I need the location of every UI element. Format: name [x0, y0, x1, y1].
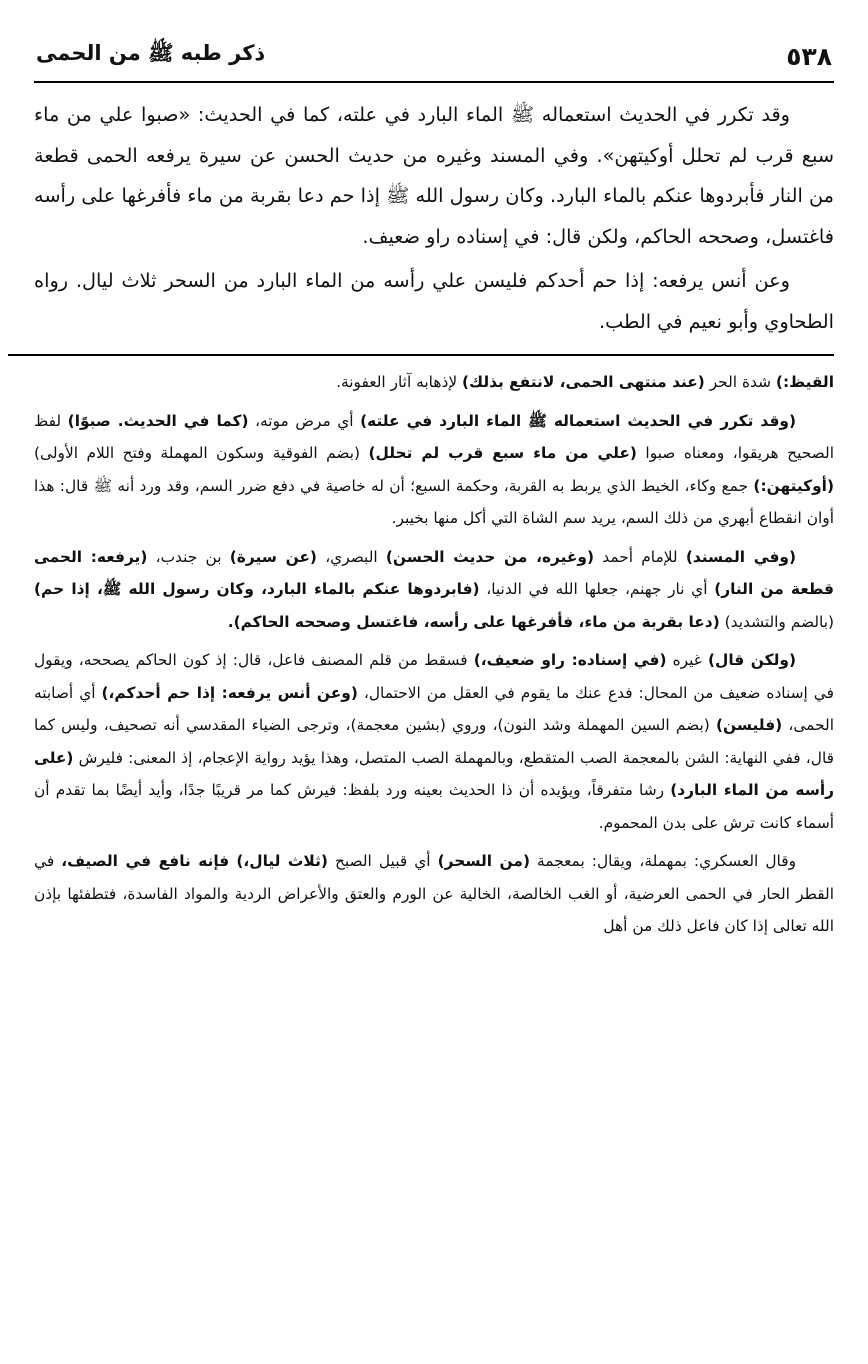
quoted-lemma: (فليسن) — [715, 716, 783, 734]
commentary-text: (بالضم والتشديد) — [719, 612, 834, 631]
quoted-lemma: (وعن أنس يرفعه: إذا حم أحدكم،) — [101, 683, 358, 702]
quoted-lemma: (دعا بقربة من ماء، فأفرغها على رأسه، فاغتسل وصححه الحاكم). — [227, 612, 720, 631]
commentary-paragraph — [34, 405, 834, 535]
quoted-lemma: (وغيره، من حديث الحسن) — [385, 547, 595, 566]
commentary-text: بن جندب، — [147, 547, 230, 566]
section-divider — [8, 354, 834, 356]
commentary-text: للإمام أحمد — [594, 547, 686, 566]
page-number: ٥٣٨ — [786, 42, 832, 71]
quoted-lemma: (ولكن قال) — [707, 651, 796, 669]
quoted-lemma: (كما في الحديث. صبوًا) — [67, 411, 249, 430]
commentary-text: أي مرض موته، — [248, 411, 361, 430]
commentary-text: في القطر الحار في الحمى العرضية، أو الغب الخالصة، الخالية عن الورم والعتق والأعراض الردية والمواد الفاسدة، فتطفئها بإذن الله تعالى إذا كان فاعل ذلك من أهل — [34, 852, 834, 935]
main-paragraph: وقد تكرر في الحديث استعماله ﷺ الماء البارد في علته، كما في الحديث: «صبوا علي من ماء سبع قرب لم تحلل أوكيتهن». وفي المسند وغيره من حديث الحسن عن سيرة يرفعه الحمى قطعة من النار فأبردوها عنكم بالماء البارد. وكان رسول الله ﷺ إذا حم دعا بقربة من ماء فأفرغها على رأسه فاغتسل، وصححه الحاكم، ولكن قال: في إسناده راو ضعيف. — [34, 103, 834, 248]
quoted-lemma: (من السحر) — [437, 852, 530, 870]
quoted-lemma: (أوكيتهن:) — [753, 476, 834, 495]
main-paragraph: وعن أنس يرفعه: إذا حم أحدكم فليسن علي رأسه من الماء البارد من السحر ثلاث ليال. رواه الطحاوي وأبو نعيم في الطب. — [34, 269, 834, 333]
quoted-lemma: (ثلاث ليال،) — [236, 852, 328, 870]
commentary-text: أي قبيل الصبح — [327, 852, 438, 870]
quoted-lemma: (على رأسه من الماء البارد) — [34, 748, 834, 799]
commentary-paragraph — [34, 366, 834, 399]
commentary-text: شدة الحر — [704, 373, 776, 391]
quoted-lemma: (عن سيرة) — [229, 547, 317, 566]
quoted-lemma: (عند منتهى الحمى، لانتفع بذلك) — [462, 373, 705, 391]
commentary-text: البصري، — [316, 547, 386, 566]
quoted-lemma: (علي من ماء سبع قرب لم تحلل) — [368, 444, 637, 462]
running-title: ذكر طبه ﷺ من الحمى — [36, 41, 266, 65]
quoted-lemma: (وقد تكرر في الحديث استعماله ﷺ الماء البارد في علته) — [360, 411, 796, 430]
running-header — [34, 40, 834, 83]
quoted-lemma: (فابردوها عنكم بالماء البارد، وكان رسول الله ﷺ، إذا حم) — [34, 580, 480, 598]
commentary-text: غيره — [666, 651, 708, 669]
quoted-lemma: القيظ:) — [775, 373, 834, 391]
commentary-paragraph — [34, 845, 834, 943]
main-text — [34, 95, 834, 342]
commentary-text: لإذهابه آثار العفونة. — [336, 373, 462, 391]
commentary-text: لفظ الصحيح هريقوا، ومعناه صبوا — [34, 411, 834, 462]
quoted-lemma: (وفي المسند) — [685, 547, 796, 566]
quoted-lemma: (يرفعه: الحمى قطعة من النار) — [34, 547, 834, 598]
commentary-text: جمع وكاء، الخيط الذي يربط به القربة، وحكمة السبع؛ أن له خاصية في دفع ضرر السم، وقد ورد أنه ﷺ قال: هذا أوان انقطاع أبهري من ذلك السم، يريد سم الشاة التي أكل منها بخيبر. — [34, 476, 834, 527]
quoted-lemma: (في إسناده: راو ضعيف،) — [473, 651, 667, 669]
commentary-paragraph — [34, 541, 834, 639]
commentary-paragraph — [34, 644, 834, 839]
commentary-text: أي نار جهنم، جعلها الله في الدنيا، — [479, 580, 715, 598]
commentary-text: أي أصابته الحمى، — [34, 683, 834, 734]
commentary-text: فسقط من قلم المصنف فاعل، قال: إذ كون الحاكم يصححه، ويقول في إسناده ضعيف من المحال: فدع عنك ما يقوم في العقل من الاحتمال، — [34, 651, 834, 702]
quoted-lemma: فإنه نافع في الصيف، — [61, 852, 230, 870]
commentary-text: (بضم السين المهملة وشد النون)، وروي (بشين معجمة)، وترجى الضياء المقدسي أنه تصحيف، وليس كما قال، ففي النهاية: الشن بالمعجمة الصب المتقطع، وبالمهملة الصب المتصل، وهذا يؤيد رواية الإعجام، إذ المعنى: فليرش — [34, 716, 834, 767]
commentary — [34, 366, 834, 943]
commentary-text: رشا متفرقاً، ويؤيده أن ذا الحديث بعينه ورد بلفظ: فيرش كما مر قريبًا جدًا، وأيد أيضًا بما تقدم أن أسماء كانت ترش على بدن المحموم. — [34, 781, 834, 832]
commentary-text: وقال العسكري: بمهملة، ويقال: بمعجمة — [529, 852, 796, 870]
commentary-text: (بضم الفوقية وسكون المهملة وفتح اللام الأولى) — [34, 444, 369, 462]
